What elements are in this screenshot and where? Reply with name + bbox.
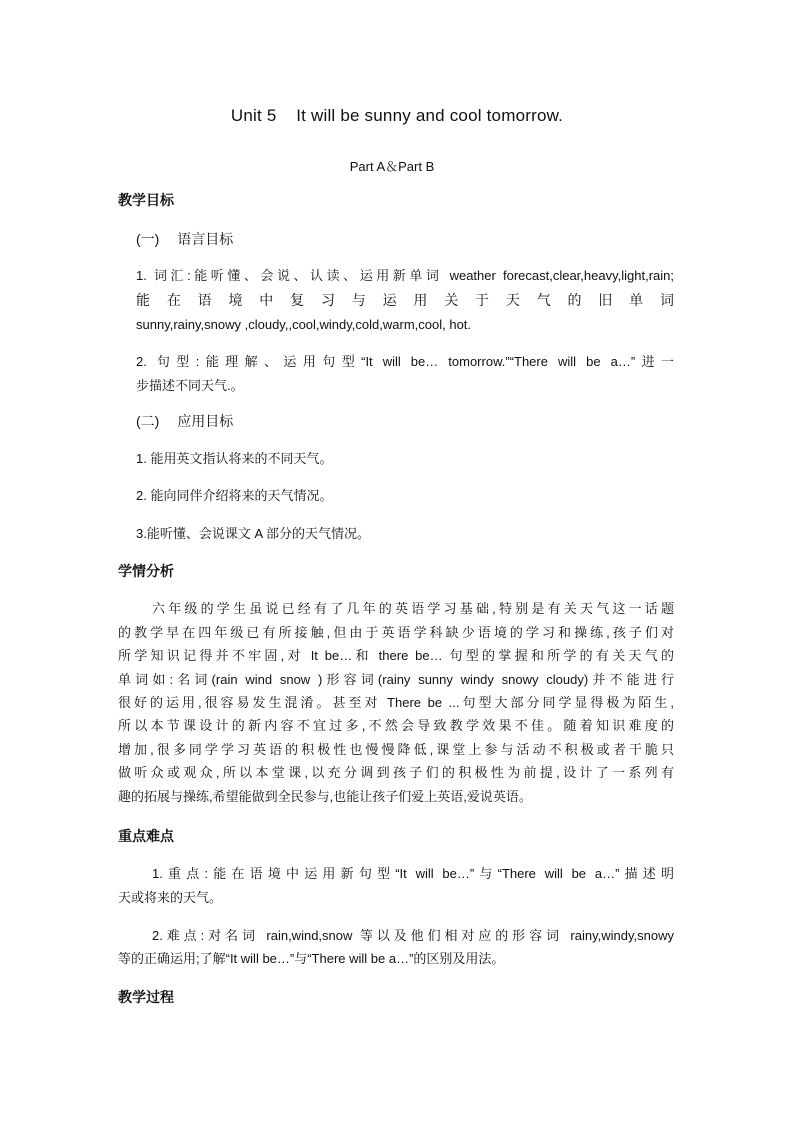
application-goal-1: 1. 能用英文指认将来的不同天气。 — [136, 451, 333, 466]
application-goal-2: 2. 能向同伴介绍将来的天气情况。 — [136, 488, 333, 503]
analysis-line-9: 趣的拓展与操练,希望能做到全民参与,也能让孩子们爱上英语,爱说英语。 — [118, 789, 532, 804]
heading-teaching-goals: 教学目标 — [118, 192, 174, 208]
analysis-line-3: 所学知识记得并不牢固,对 It be…和 there be… 句型的掌握和所学的有关天气的 — [118, 648, 674, 663]
subheading-application-goals: (二) 应用目标 — [136, 413, 234, 429]
heading-key-points: 重点难点 — [118, 828, 174, 844]
analysis-line-7: 增加,很多同学学习英语的积极性也慢慢降低,课堂上参与活动不积极或者干脆只 — [118, 742, 674, 757]
heading-student-analysis: 学情分析 — [118, 563, 174, 579]
analysis-line-6: 所以本节课设计的新内容不宜过多,不然会导致教学效果不佳。随着知识难度的 — [118, 718, 674, 733]
key-point-line-2: 天或将来的天气。 — [118, 890, 223, 905]
goal-sentence-line-1: 2. 句型:能理解、运用句型“It will be… tomorrow.”“There will be a…”进一 — [136, 354, 674, 369]
difficult-point-line-1: 2.难点:对名词 rain,wind,snow 等以及他们相对应的形容词 rainy,windy,snowy — [152, 928, 674, 943]
document-subtitle: Part A＆Part B — [349, 159, 435, 174]
analysis-line-8: 做听众或观众,所以本堂课,以充分调到孩子们的积极性为前提,设计了一系列有 — [118, 765, 674, 780]
analysis-line-2: 的教学早在四年级已有所接触,但由于英语学科缺少语境的学习和操练,孩子们对 — [118, 625, 674, 640]
analysis-line-4: 单词如:名词(rain wind snow )形容词(rainy sunny windy snowy cloudy)并不能进行 — [118, 672, 674, 687]
goal-vocab-line-1: 1. 词汇:能听懂、会说、认读、运用新单词 weather forecast,clear,heavy,light,rain; — [136, 268, 674, 283]
analysis-line-5: 很好的运用,很容易发生混淆。甚至对 There be ...句型大部分同学显得极为陌生, — [118, 695, 674, 710]
goal-vocab-line-3: sunny,rainy,snowy ,cloudy,,cool,windy,cold,warm,cool, hot. — [136, 317, 472, 332]
subheading-language-goals: (一) 语言目标 — [136, 231, 234, 247]
goal-vocab-line-2: 能在语境中复习与运用关于天气的旧单词 — [136, 292, 674, 308]
heading-teaching-process: 教学过程 — [118, 989, 174, 1005]
goal-sentence-line-2: 步描述不同天气.。 — [136, 378, 244, 393]
document-title: Unit 5 It will be sunny and cool tomorrow. — [230, 106, 564, 125]
difficult-point-line-2: 等的正确运用;了解“It will be…”与“There will be a…”的区别及用法。 — [118, 951, 505, 966]
key-point-line-1: 1.重点:能在语境中运用新句型“It will be…”与“There will be a…”描述明 — [152, 866, 674, 881]
analysis-line-1: 六年级的学生虽说已经有了几年的英语学习基础,特别是有关天气这一话题 — [152, 601, 674, 616]
application-goal-3: 3.能听懂、会说课文 A 部分的天气情况。 — [136, 526, 371, 541]
